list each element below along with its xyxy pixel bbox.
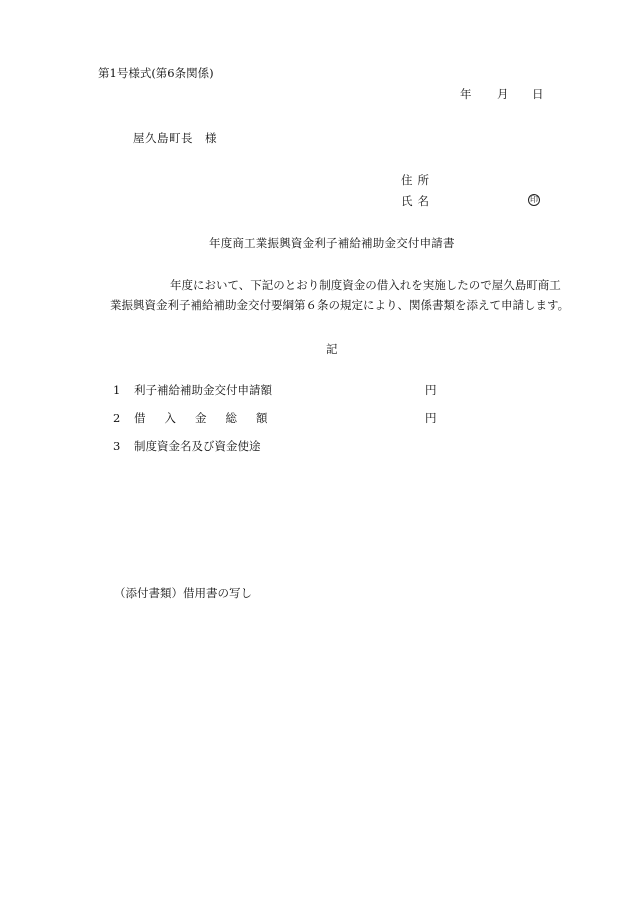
attachments-note: （添付書類）借用書の写し [114,586,252,600]
address-label: 住所 [401,173,434,187]
date-year-label: 年 [460,87,472,101]
item-2-unit: 円 [425,411,437,425]
document-title: 年度商工業振興資金利子補給補助金交付申請書 [209,236,455,250]
ki-heading: 記 [326,342,338,356]
seal-icon: 印 [530,195,538,204]
body-text-line-2: 業振興資金利子補給補助金交付要綱第６条の規定により、関係書類を添えて申請します。 [110,298,570,312]
form-number: 第1号様式(第6条関係) [98,66,214,80]
item-2-label: 借入金総額 [134,411,287,425]
name-label: 氏名 [401,194,434,208]
item-1-label: 利子補給補助金交付申請額 [134,383,272,397]
body-text-line-1: 年度において、下記のとおり制度資金の借入れを実施したので屋久島町商工 [170,278,561,292]
date-month-label: 月 [497,87,509,101]
date-day-label: 日 [532,87,544,101]
item-2-number: 2 [113,411,121,425]
item-1-number: 1 [113,383,121,397]
recipient: 屋久島町長 様 [133,131,217,145]
item-1-unit: 円 [425,383,437,397]
item-3-label: 制度資金名及び資金使途 [134,439,261,453]
item-3-number: 3 [113,439,121,453]
